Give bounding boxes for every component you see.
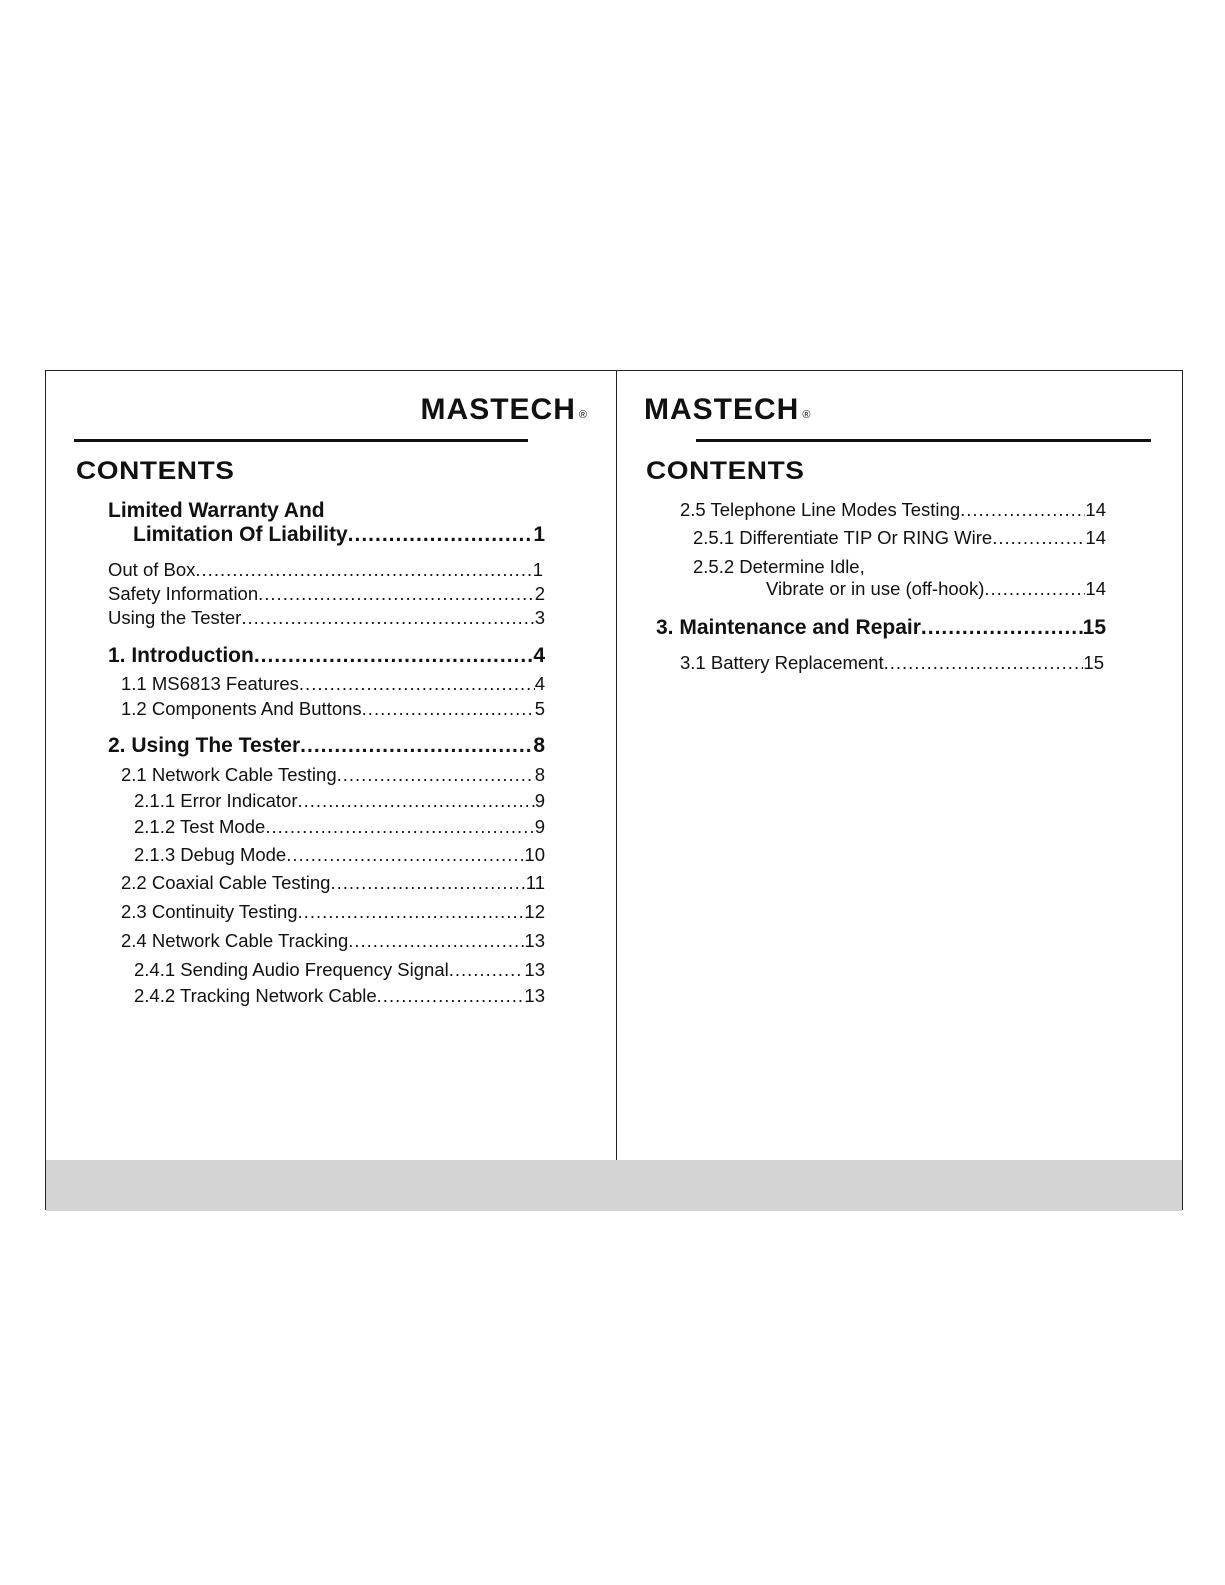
leader-dots (984, 578, 1085, 600)
toc-entry-label: 1.1 MS6813 Features (121, 673, 299, 694)
toc-entry-label: 3.1 Battery Replacement (680, 652, 884, 673)
toc-page-number: 13 (524, 930, 545, 951)
brand-logo: MASTECH ® (420, 393, 588, 426)
toc-entry-label: 2.1.2 Test Mode (134, 816, 266, 837)
toc-entry[interactable] (121, 673, 545, 695)
toc-entry[interactable] (656, 616, 1106, 640)
leader-dots (330, 872, 525, 894)
leader-dots (241, 607, 534, 629)
toc-page-number: 13 (524, 959, 545, 980)
header-rule (74, 439, 528, 442)
toc-page-number: 9 (534, 816, 545, 837)
toc-page-number: 4 (534, 673, 545, 694)
toc-entry-label: 2.4 Network Cable Tracking (121, 930, 349, 951)
toc-entry[interactable] (121, 930, 545, 952)
leader-dots (992, 527, 1085, 549)
toc-entry-label: 3. Maintenance and Repair (656, 616, 921, 639)
toc-entry[interactable] (134, 790, 545, 812)
toc-entry-label: 2.1 Network Cable Testing (121, 764, 337, 785)
leader-dots (449, 959, 525, 981)
toc-page-number: 10 (524, 844, 545, 865)
toc-entry-label: Using the Tester (108, 607, 242, 628)
leader-dots (377, 985, 525, 1007)
leader-dots (300, 734, 533, 758)
toc-page-number: 3 (534, 607, 545, 628)
toc-entry-label: 2.2 Coaxial Cable Testing (121, 872, 331, 893)
toc-entry-label: 2.5 Telephone Line Modes Testing (680, 499, 961, 520)
leader-dots (348, 523, 534, 547)
leader-dots (362, 698, 535, 720)
leader-dots (258, 583, 535, 605)
toc-page-number: 2 (534, 583, 545, 604)
footer-band (46, 1160, 1182, 1211)
leader-dots (884, 652, 1084, 674)
toc-entry[interactable] (134, 844, 545, 866)
toc-entry[interactable] (121, 901, 545, 923)
toc-entry[interactable] (121, 764, 545, 786)
toc-entry-label: Vibrate or in use (off-hook) (766, 578, 985, 599)
right-page (616, 371, 1182, 1160)
toc-entry-line1: 2.5.2 Determine Idle, (693, 556, 865, 577)
leader-dots (921, 616, 1083, 640)
toc-page-number: 5 (534, 698, 545, 719)
toc-page-number: 14 (1085, 578, 1106, 599)
toc-entry[interactable] (121, 698, 545, 720)
toc-page-number: 9 (534, 790, 545, 811)
toc-page-number: 15 (1082, 616, 1106, 639)
toc-entry[interactable] (121, 872, 545, 894)
brand-logo: MASTECH ® (644, 393, 812, 426)
header-rule (696, 439, 1151, 442)
toc-entry-label: 2.3 Continuity Testing (121, 901, 298, 922)
toc-entry[interactable] (680, 499, 1106, 521)
leader-dots (265, 816, 534, 838)
toc-entry[interactable] (693, 527, 1106, 549)
toc-entry-label: 2.1.1 Error Indicator (134, 790, 298, 811)
leader-dots (195, 559, 532, 581)
toc-entry-label: 1.2 Components And Buttons (121, 698, 362, 719)
leader-dots (298, 901, 525, 923)
toc-entry[interactable] (108, 607, 545, 629)
toc-entry[interactable] (680, 652, 1104, 674)
leader-dots (298, 790, 535, 812)
leader-dots (337, 764, 535, 786)
toc-entry[interactable] (108, 499, 545, 547)
toc-entry[interactable] (108, 559, 543, 581)
left-page (46, 371, 617, 1160)
toc-page-number: 1 (532, 559, 543, 580)
toc-page-number: 12 (524, 901, 545, 922)
toc-entry[interactable] (134, 816, 545, 838)
toc-entry-label: Out of Box (108, 559, 196, 580)
toc-entry-label: 2. Using The Tester (108, 734, 301, 757)
toc-page-number: 14 (1085, 499, 1106, 520)
leader-dots (254, 644, 533, 668)
toc-entry-label: Limitation Of Liability (133, 523, 348, 546)
toc-entry[interactable] (134, 959, 545, 981)
toc-entry-label: 2.1.3 Debug Mode (134, 844, 287, 865)
toc-page-number: 13 (524, 985, 545, 1006)
contents-heading: CONTENTS (76, 457, 235, 485)
toc-page-number: 8 (533, 734, 545, 757)
toc-entry[interactable] (693, 556, 1106, 600)
toc-entry-label: 2.4.2 Tracking Network Cable (134, 985, 377, 1006)
toc-entry-label: 1. Introduction (108, 644, 254, 667)
leader-dots (299, 673, 535, 695)
toc-entry[interactable] (108, 583, 545, 605)
toc-entry-line1: Limited Warranty And (108, 499, 325, 522)
leader-dots (348, 930, 524, 952)
toc-entry-label: Safety Information (108, 583, 259, 604)
toc-page-number: 15 (1083, 652, 1104, 673)
toc-entry[interactable] (108, 734, 545, 758)
toc-entry-label: 2.4.1 Sending Audio Frequency Signal (134, 959, 449, 980)
document-spread (45, 370, 1183, 1210)
toc-page-number: 14 (1085, 527, 1106, 548)
toc-page-number: 1 (533, 523, 545, 546)
toc-page-number: 8 (534, 764, 545, 785)
toc-entry[interactable] (134, 985, 545, 1007)
toc-page-number: 11 (525, 872, 545, 893)
toc-page-number: 4 (533, 644, 545, 667)
contents-heading: CONTENTS (646, 457, 805, 485)
toc-entry[interactable] (108, 644, 545, 668)
leader-dots (286, 844, 524, 866)
toc-entry-label: 2.5.1 Differentiate TIP Or RING Wire (693, 527, 993, 548)
leader-dots (960, 499, 1085, 521)
